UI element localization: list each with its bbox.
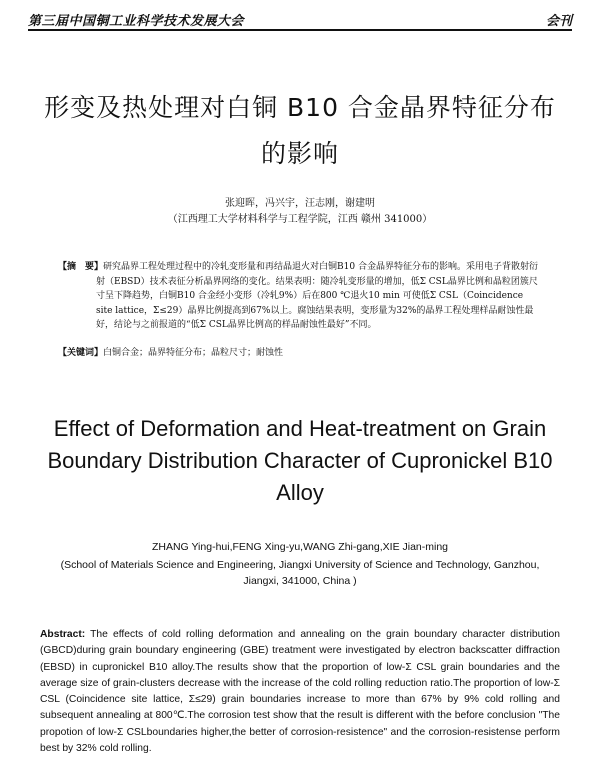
proceedings-label: 会刊 (545, 14, 572, 29)
conference-name: 第三届中国铜工业科学技术发展大会 (28, 14, 245, 29)
cn-authors: 张迎晖，冯兴宇，汪志刚，谢建明 (225, 198, 375, 209)
en-title: Effect of Deformation and Heat-treatment on Grain Boundary Distribution Character of Cupronickel B10 Alloy (47, 416, 553, 505)
en-abstract (40, 627, 560, 757)
cn-keywords-label: 【关键词】 (58, 348, 104, 358)
cn-keywords (58, 345, 538, 358)
cn-title-line2: 的影响 (260, 139, 339, 168)
cn-title-line1: 形变及热处理对白铜 B10 合金晶界特征分布 (44, 93, 556, 122)
en-authors: ZHANG Ying-hui,FENG Xing-yu,WANG Zhi-gang,XIE Jian-ming (151, 541, 449, 553)
cn-abstract-label: 【摘 要】 (58, 262, 104, 272)
en-abstract-text: The effects of cold rolling deformation and annealing on the grain boundary character distribution (GBCD)during grain boundary engineering (GBE) treatment were investigated by electron backscatter diffraction (EBSD) in cupronickel B10 alloy.The results show that the proportion of low-Σ CSL grain boundaries and the average size of grain-clusters decrease with the increase of the cold rolling reduction ratio.The proportion of low-Σ CSL (Coincidence site lattice, Σ≤29) grain boundaries increase to more than 67% by 9% cold rolling and subsequent annealing at 800℃.The corrosion test show that the result is different with the before conclusion "The propotion of low-Σ CSLboundaries higher,the better of corrosion-resistence" and the corrosion-resistense perform best by 32% cold rolling. (40, 629, 560, 755)
cn-abstract (58, 260, 538, 333)
header-rule (28, 29, 572, 31)
cn-keywords-text: 白铜合金；晶界特征分布；晶粒尺寸；耐蚀性 (103, 348, 284, 358)
cn-abstract-text: 研究晶界工程处理过程中的冷轧变形量和再结晶退火对白铜B10 合金晶界特征分布的影响。采用电子背散射衍射（EBSD）技术表征分析晶界网络的变化。结果表明：随冷轧变形量的增加，低Σ CSL晶界比例和晶粒团簇尺寸呈下降趋势，白铜B10 合金经小变形（冷轧9%）后在800 ℃退火10 min 可使低Σ CSL（Coincidence site lattice，Σ≤29）晶界比例提高到67%以上。腐蚀结果表明，变形量为32%的晶界工程处理样品耐蚀性最好，结论与之前报道的“低Σ CSL晶界比例高的样品耐蚀性最好”不同。 (96, 262, 538, 330)
en-abstract-label: Abstract: (40, 629, 86, 640)
en-affiliation: (School of Materials Science and Engineering, Jiangxi University of Science and Technology, Ganzhou, Jiangxi, 341000, China ) (60, 559, 540, 587)
running-header (28, 6, 572, 28)
cn-affiliation: （江西理工大学材料科学与工程学院，江西 赣州 341000） (167, 214, 433, 225)
